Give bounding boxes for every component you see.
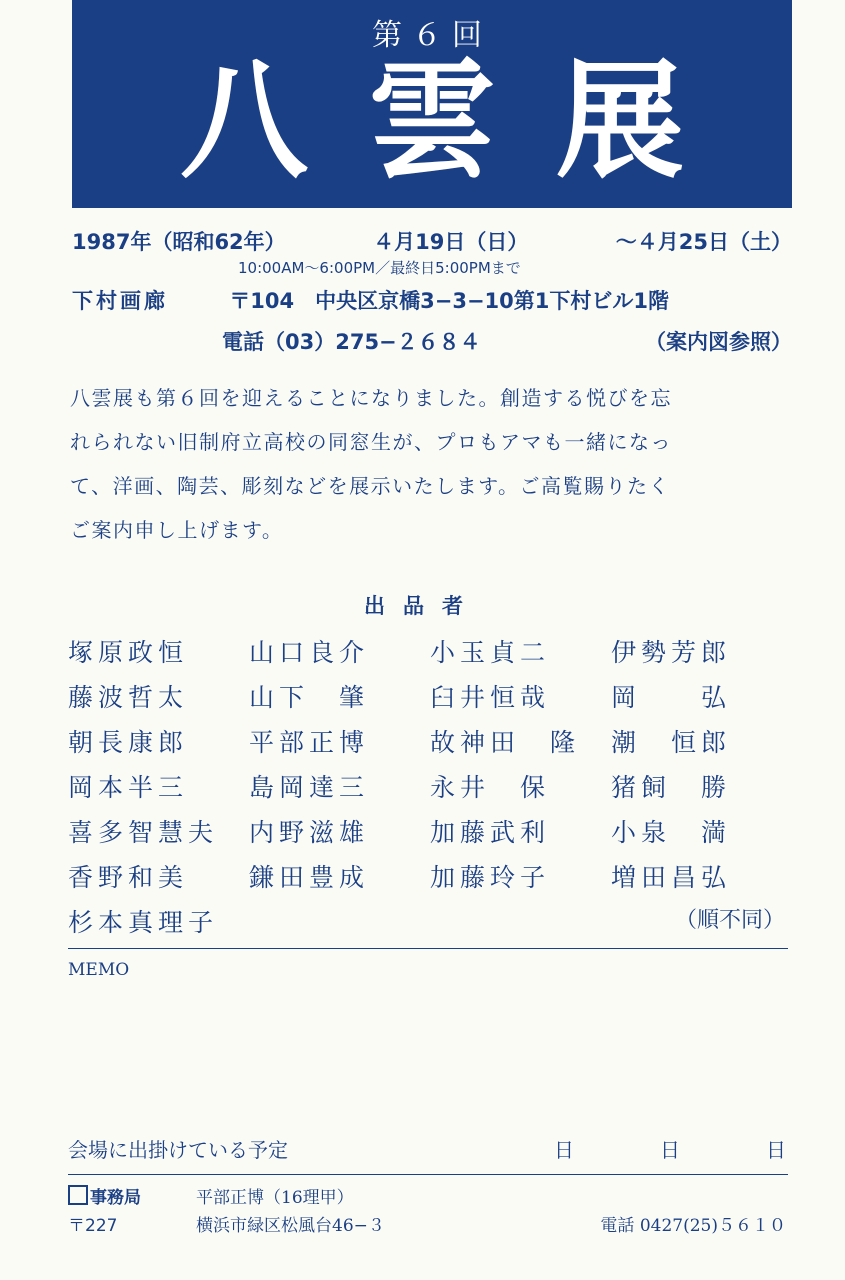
memo-label: MEMO <box>68 960 130 980</box>
exhibitor-name: 小泉 満 <box>611 817 732 847</box>
exhibitor-name: 山下 肇 <box>249 682 370 712</box>
exhibitor-name: 平部正博 <box>249 727 370 757</box>
intro-line: て、洋画、陶芸、彫刻などを展示いたします。ご高覧賜りたく <box>70 474 670 498</box>
edition-label: 第６回 <box>372 18 492 53</box>
exhibitor-name: 加藤玲子 <box>430 862 551 892</box>
exhibitor-row <box>68 718 792 763</box>
day-blank: 日 <box>554 1138 574 1162</box>
exhibitor-name: 加藤武利 <box>430 817 551 847</box>
exhibitor-row <box>68 808 792 853</box>
exhibitor-name: 香野和美 <box>68 862 189 892</box>
exhibitor-name: 潮 恒郎 <box>611 727 732 757</box>
visit-plan-label: 会場に出掛けている予定 <box>68 1138 288 1162</box>
exhibitor-name: 杉本真理子 <box>68 907 219 937</box>
exhibitor-name: 臼井恒哉 <box>430 682 551 712</box>
gallery-address-line <box>72 285 669 315</box>
exhibitors-heading: 出品者 <box>364 594 481 618</box>
checkbox-icon <box>68 1185 88 1205</box>
office-row <box>68 1183 786 1211</box>
exhibition-title: 八雲展 <box>179 47 744 196</box>
gallery-name: 下村画廊 <box>72 289 168 313</box>
exhibitor-name: 喜多智慧夫 <box>68 817 219 847</box>
office-label: 事務局 <box>90 1188 141 1208</box>
exhibitor-name: 島岡達三 <box>249 772 370 802</box>
office-phone: 電話 0427(25)５６１０ <box>600 1216 786 1236</box>
gallery-phone: 電話（03）275−２６８４ <box>222 330 481 354</box>
gallery-phone-line <box>222 326 792 356</box>
exhibitor-name: 増田昌弘 <box>611 862 732 892</box>
exhibitor-row <box>68 853 792 898</box>
exhibitor-name: 内野滋雄 <box>249 817 370 847</box>
exhibitor-name: 岡 弘 <box>611 682 732 712</box>
office-row <box>68 1211 786 1239</box>
office-contact: 平部正博（16理甲） <box>196 1188 354 1208</box>
exhibitor-name: 朝長康郎 <box>68 727 189 757</box>
event-start-date: ４月19日（日） <box>373 230 529 254</box>
event-hours: 10:00AM〜6:00PM／最終日5:00PMまで <box>238 259 521 277</box>
office-label-wrap <box>68 1183 141 1208</box>
exhibitor-name: 故神田 隆 <box>430 727 581 757</box>
intro-text <box>70 376 795 552</box>
divider <box>68 1174 788 1175</box>
day-blank: 日 <box>660 1138 680 1162</box>
day-blank: 日 <box>766 1138 786 1162</box>
divider <box>68 948 788 949</box>
office-info <box>68 1183 786 1239</box>
gallery-address: 〒104 中央区京橋3−3−10第1下村ビル1階 <box>229 289 670 313</box>
exhibitor-name: 藤波哲太 <box>68 682 189 712</box>
exhibitor-name: 山口良介 <box>249 637 370 667</box>
map-note: （案内図参照） <box>645 330 792 354</box>
exhibitor-name: 猪飼 勝 <box>611 772 732 802</box>
intro-line: ご案内申し上げます。 <box>70 518 284 542</box>
event-dates <box>72 226 792 256</box>
exhibitor-name: 永井 保 <box>430 772 551 802</box>
visit-days <box>554 1134 786 1163</box>
event-year: 1987年（昭和62年） <box>72 230 286 254</box>
exhibitor-row <box>68 763 792 808</box>
event-end-date: 〜４月25日（土） <box>615 230 792 254</box>
order-note: （順不同） <box>674 908 785 933</box>
office-postal: 〒227 <box>68 1216 118 1236</box>
exhibitor-row <box>68 673 792 718</box>
exhibitor-name: 岡本半三 <box>68 772 189 802</box>
title-banner <box>72 0 792 208</box>
exhibitor-list <box>68 628 792 943</box>
visit-plan-line <box>68 1134 786 1163</box>
intro-line: 八雲展も第６回を迎えることになりました。創造する悦びを忘 <box>70 386 672 410</box>
exhibitor-name: 鎌田豊成 <box>249 862 370 892</box>
exhibitor-name: 塚原政恒 <box>68 637 189 667</box>
office-address: 横浜市緑区松風台46−３ <box>196 1216 385 1236</box>
intro-line: れられない旧制府立高校の同窓生が、プロもアマも一緒になっ <box>70 430 672 454</box>
exhibitor-name: 伊勢芳郎 <box>611 637 732 667</box>
exhibitor-name: 小玉貞二 <box>430 637 551 667</box>
exhibitor-row <box>68 628 792 673</box>
